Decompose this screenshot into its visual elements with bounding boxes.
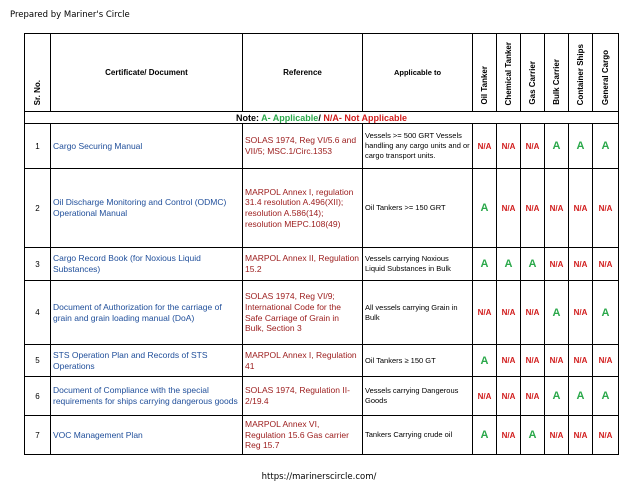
applicable-to-cell: Vessels carrying Noxious Liquid Substances in Bulk (363, 248, 473, 281)
applicability-mark-cell: N/A (569, 416, 593, 455)
applicability-mark-cell: N/A (473, 377, 497, 416)
applicability-mark-cell: N/A (569, 281, 593, 345)
applicability-mark-cell: A (521, 416, 545, 455)
table-row (25, 416, 619, 455)
applicability-mark-cell: A (593, 281, 619, 345)
footer-url: https://marinerscircle.com/ (261, 472, 377, 482)
applicability-mark-cell: A (473, 169, 497, 248)
certificate-cell: Document of Compliance with the special requirements for ships carrying dangerous goods (51, 377, 243, 416)
applicability-mark-cell: N/A (497, 377, 521, 416)
applicability-mark-cell: A (497, 248, 521, 281)
note-row (25, 112, 619, 124)
applicability-mark-cell: N/A (569, 248, 593, 281)
applicability-mark-cell: N/A (569, 169, 593, 248)
header-row (25, 34, 619, 112)
applicability-mark-cell: N/A (569, 345, 593, 377)
applicability-mark-cell: A (545, 377, 569, 416)
applicability-mark-cell: N/A (521, 169, 545, 248)
applicability-mark-cell: A (545, 124, 569, 169)
applicability-mark-cell: N/A (545, 345, 569, 377)
applicability-mark-cell: N/A (593, 248, 619, 281)
legend-note: Note: A- Applicable/ N/A- Not Applicable (25, 112, 619, 124)
col-header-container-ships: Container Ships (569, 34, 593, 112)
serial-number-cell: 5 (25, 345, 51, 377)
reference-cell: MARPOL Annex II, Regulation 15.2 (243, 248, 363, 281)
applicability-mark-cell: A (473, 248, 497, 281)
reference-cell: SOLAS 1974, Reg VI/9; International Code for the Safe Carriage of Grain in Bulk, Section 3 (243, 281, 363, 345)
applicability-mark-cell: N/A (473, 124, 497, 169)
applicability-mark-cell: N/A (593, 169, 619, 248)
col-header-chemical-tanker: Chemical Tanker (497, 34, 521, 112)
applicability-mark-cell: N/A (473, 281, 497, 345)
applicability-mark-cell: N/A (593, 416, 619, 455)
applicability-mark-cell: A (593, 377, 619, 416)
applicable-to-cell: Vessels carrying Dangerous Goods (363, 377, 473, 416)
col-header-applicable: Applicable to (363, 34, 473, 112)
certificate-cell: VOC Management Plan (51, 416, 243, 455)
applicability-mark-cell: N/A (593, 345, 619, 377)
certificate-cell: STS Operation Plan and Records of STS Operations (51, 345, 243, 377)
applicability-mark-cell: A (521, 248, 545, 281)
serial-number-cell: 3 (25, 248, 51, 281)
applicability-mark-cell: N/A (497, 169, 521, 248)
reference-cell: MARPOL Annex I, Regulation 41 (243, 345, 363, 377)
table-row (25, 248, 619, 281)
col-header-reference: Reference (243, 34, 363, 112)
table-row (25, 345, 619, 377)
applicability-mark-cell: N/A (521, 124, 545, 169)
applicability-mark-cell: N/A (545, 248, 569, 281)
applicability-mark-cell: N/A (497, 345, 521, 377)
applicability-mark-cell: A (569, 377, 593, 416)
applicability-mark-cell: N/A (545, 169, 569, 248)
col-header-bulk-carrier: Bulk Carrier (545, 34, 569, 112)
reference-cell: SOLAS 1974, Reg VI/5.6 and VII/5; MSC.1/Circ.1353 (243, 124, 363, 169)
col-header-general-cargo: General Cargo (593, 34, 619, 112)
certificate-cell: Oil Discharge Monitoring and Control (ODMC) Operational Manual (51, 169, 243, 248)
col-header-oil-tanker: Oil Tanker (473, 34, 497, 112)
applicable-to-cell: Tankers Carrying crude oil (363, 416, 473, 455)
certificate-cell: Document of Authorization for the carriage of grain and grain loading manual (DoA) (51, 281, 243, 345)
serial-number-cell: 6 (25, 377, 51, 416)
reference-cell: MARPOL Annex VI, Regulation 15.6 Gas carrier Reg 15.7 (243, 416, 363, 455)
certificate-cell: Cargo Record Book (for Noxious Liquid Substances) (51, 248, 243, 281)
col-header-certificate: Certificate/ Document (51, 34, 243, 112)
applicability-mark-cell: N/A (497, 281, 521, 345)
applicability-mark-cell: N/A (545, 416, 569, 455)
applicable-to-cell: Vessels >= 500 GRT Vessels handling any cargo units and or cargo transport units. (363, 124, 473, 169)
certificate-cell: Cargo Securing Manual (51, 124, 243, 169)
applicability-mark-cell: N/A (497, 124, 521, 169)
applicability-mark-cell: A (593, 124, 619, 169)
serial-number-cell: 7 (25, 416, 51, 455)
applicability-mark-cell: N/A (521, 281, 545, 345)
applicability-mark-cell: A (473, 345, 497, 377)
applicability-mark-cell: A (569, 124, 593, 169)
reference-cell: MARPOL Annex I, regulation 31.4 resolution A.496(XII); resolution A.586(14); resolution MEPC.108(49) (243, 169, 363, 248)
applicability-mark-cell: N/A (521, 377, 545, 416)
applicable-to-cell: Oil Tankers >= 150 GRT (363, 169, 473, 248)
certificates-table (24, 33, 619, 455)
col-header-gas-carrier: Gas Carrier (521, 34, 545, 112)
serial-number-cell: 4 (25, 281, 51, 345)
serial-number-cell: 1 (25, 124, 51, 169)
table-row (25, 281, 619, 345)
applicability-mark-cell: N/A (497, 416, 521, 455)
table-row (25, 124, 619, 169)
applicability-mark-cell: N/A (521, 345, 545, 377)
table-row (25, 169, 619, 248)
prepared-by-text: Prepared by Mariner's Circle (10, 10, 130, 20)
applicability-mark-cell: A (545, 281, 569, 345)
serial-number-cell: 2 (25, 169, 51, 248)
applicable-to-cell: All vessels carrying Grain in Bulk (363, 281, 473, 345)
table-row (25, 377, 619, 416)
applicability-mark-cell: A (473, 416, 497, 455)
applicable-to-cell: Oil Tankers ≥ 150 GT (363, 345, 473, 377)
reference-cell: SOLAS 1974, Regulation II-2/19.4 (243, 377, 363, 416)
col-header-sno: Sr. No. (25, 34, 51, 112)
